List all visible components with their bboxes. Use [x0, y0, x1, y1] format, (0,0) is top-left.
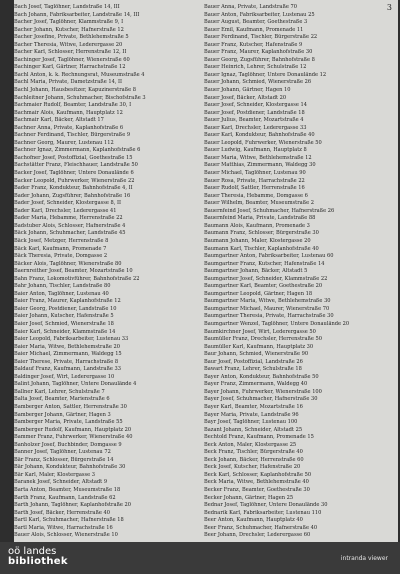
- directory-entry: Bamberger Johann, Gärtner, Hagen 3: [14, 411, 111, 418]
- directory-entry: Bachner Ferdinand, Tischler, Bürgerstraße 9: [14, 132, 131, 139]
- directory-entry: Bauer Maria, Witwe, Bethlehemstraße 12: [204, 154, 312, 161]
- directory-entry: Bacher Josefine, Private, Bethlehemstraße 5: [14, 34, 129, 41]
- directory-entry: Bauer Theresia, Hebamme, Domgasse 6: [204, 192, 308, 199]
- directory-entry: Bär Johann, Kondukteur, Bahnhofstraße 30: [14, 464, 126, 471]
- directory-entry: Bauer Rudolf, Sattler, Herrenstraße 16: [204, 185, 305, 192]
- directory-entry: Bachner Ignaz, Zimmermann, Kaplanhofstraße 6: [14, 147, 141, 154]
- directory-entry: Bayer Johann, Fuhrwerker, Wienerstraße 100: [204, 388, 322, 395]
- directory-entry: Baumann Johann, Maler, Klostergasse 20: [204, 237, 311, 244]
- directory-entry: Bauer Alois, Schlosser, Wienerstraße 10: [14, 532, 118, 539]
- directory-entry: Bauer Julius, Beamter, Mozartstraße 4: [204, 117, 304, 124]
- directory-entry: Beer Franz, Schuhmacher, Hafnerstraße 40: [204, 524, 318, 531]
- directory-entry: Bamberger Maria, Private, Landstraße 55: [14, 419, 123, 426]
- directory-entry: Bauer Wilhelm, Beamter, Museumstraße 2: [204, 200, 314, 207]
- directory-entry: Bawart Franz, Lehrer, Schulstraße 18: [204, 366, 302, 373]
- left-column: [14, 4, 194, 540]
- directory-entry: Baldinger Josef, Wirt, Lederergasse 10: [14, 373, 115, 380]
- directory-entry: Bauer Leopold, Fuhrwerker, Wienerstraße 50: [204, 139, 322, 146]
- directory-entry: Barth Franz, Kaufmann, Landstraße 62: [14, 494, 116, 501]
- directory-entry: Bednarik Karl, Fabriksarbeiter, Lustenau 110: [204, 509, 322, 516]
- directory-entry: Barth Josef, Bäcker, Herrenstraße 40: [14, 509, 110, 516]
- directory-entry: Baier Leopold, Fabriksarbeiter, Lustenau 33: [14, 336, 129, 343]
- directory-entry: Baumgartner Theresia, Private, Harrachstraße 30: [204, 313, 334, 320]
- directory-entry: Bauer Johann, Schmied, Wienerstraße 26: [204, 79, 312, 86]
- directory-entry: Bayer Karl, Beamter, Mozartstraße 16: [204, 403, 303, 410]
- directory-entry: Baier Franz, Maurer, Kaplanhofstraße 12: [14, 298, 121, 305]
- directory-entry: Bauer Georg, Zugsführer, Bahnhofstraße 8: [204, 56, 315, 63]
- directory-entry: Bartl Maria, Witwe, Harrachstraße 16: [14, 524, 113, 531]
- viewer-footer: [0, 542, 400, 574]
- directory-entry: Bacher Josef, Taglöhner, Klammstraße 9, I: [14, 19, 124, 26]
- directory-entry: Bär Karl, Maler, Klostergasse 3: [14, 471, 95, 478]
- directory-entry: Bauer Josef, Schneider, Klostergasse 14: [204, 102, 307, 109]
- directory-entry: Baumgartner Maria, Witwe, Bethlehemstraße 30: [204, 298, 331, 305]
- directory-entry: Bauer Franz, Maurer, Kaplanhofstraße 30: [204, 49, 313, 56]
- directory-entry: Bauernfeind Josef, Schuhmacher, Hafnerstraße 26: [204, 207, 335, 214]
- directory-entry: Baier Johann, Kutscher, Hafenstraße 5: [14, 313, 114, 320]
- directory-entry: Bauer Franz, Kutscher, Hafenstraße 9: [204, 41, 303, 48]
- directory-entry: Bachmair Karl, Bäcker, Altstadt 17: [14, 117, 104, 124]
- directory-entry: Beck Johann, Bäcker, Herrenstraße 60: [204, 456, 304, 463]
- directory-entry: Bartl Karl, Schuhmacher, Hafnerstraße 18: [14, 517, 124, 524]
- directory-entry: Beer Johann, Drechsler, Lederergasse 60: [204, 532, 311, 539]
- directory-entry: Bauer Josef, Bäcker, Altstadt 20: [204, 94, 287, 101]
- directory-entry: Bachleitner Johann, Schuhmacher, Bischofstraße 3: [14, 94, 146, 101]
- directory-entry: Baumgartner Anton, Fabriksarbeiter, Lustenau 60: [204, 253, 334, 260]
- directory-entry: Bäck Karl, Kaufmann, Promenade 7: [14, 245, 107, 252]
- directory-entry: Bachl Anton, k. k. Rechnungsrat, Museumstraße 4: [14, 71, 145, 78]
- directory-entry: Baumgartner Wenzel, Taglöhner, Untere Donaulände 20: [204, 320, 350, 327]
- directory-entry: Bazant Johann, Schneider, Altstadt 25: [204, 426, 303, 433]
- directory-entry: Bär Franz, Schlosser, Bürgerstraße 14: [14, 456, 114, 463]
- directory-entry: Bäck Josef, Metzger, Herrenstraße 8: [14, 237, 109, 244]
- directory-entry: Beer Anton, Kaufmann, Hauptplatz 40: [204, 517, 303, 524]
- directory-entry: Bauer Heinrich, Lehrer, Schulstraße 12: [204, 64, 307, 71]
- directory-entry: Badstuber Alois, Schlosser, Hafnerstraße 4: [14, 222, 126, 229]
- directory-entry: Baumann Franz, Schlosser, Bürgerstraße 30: [204, 230, 319, 237]
- directory-entry: Bachmaier Rudolf, Beamter, Landstraße 30, I: [14, 102, 132, 109]
- directory-entry: Bach Josef, Taglöhner, Landstraße 14, III: [14, 4, 120, 10]
- directory-entry: Bachl Johann, Hausbesitzer, Kapuzinerstraße 8: [14, 87, 136, 94]
- directory-entry: Bader Franz, Kondukteur, Bahnhofstraße 4, II: [14, 185, 133, 192]
- directory-entry: Bechtold Franz, Kaufmann, Promenade 15: [204, 434, 314, 441]
- directory-entry: Bachl Maria, Private, Dametzstraße 14, II: [14, 79, 123, 86]
- directory-entry: Bauer Rosa, Private, Harrachstraße 22: [204, 177, 305, 184]
- directory-entry: Bäcker Alois, Taglöhner, Wienerstraße 80: [14, 260, 122, 267]
- directory-entry: Baranek Josef, Schneider, Altstadt 9: [14, 479, 108, 486]
- directory-entry: Balta Josef, Beamter, Marienstraße 6: [14, 396, 110, 403]
- directory-entry: Bahn Franz, Lokomotivführer, Bahnhofstraße 22: [14, 275, 140, 282]
- directory-entry: Bayr Josef, Taglöhner, Lustenau 100: [204, 419, 298, 426]
- directory-entry: Baumgartner Karl, Beamter, Goethestraße 20: [204, 283, 323, 290]
- directory-entry: Bauer Emil, Kaufmann, Promenade 11: [204, 26, 304, 33]
- directory-entry: Bauer Josef, Postdiener, Landstraße 18: [204, 109, 305, 116]
- directory-entry: Bachner Georg, Maurer, Lustenau 112: [14, 139, 114, 146]
- directory-entry: Bauer Ferdinand, Tischler, Bürgerstraße 22: [204, 34, 318, 41]
- viewer-label: intranda viewer: [340, 555, 388, 562]
- directory-entry: Baumüller Franz, Drechsler, Herrenstraße 50: [204, 336, 323, 343]
- directory-entry: Bachner Anna, Private, Kaplanhofstraße 6: [14, 124, 124, 131]
- directory-entry: Becker Johann, Gärtner, Hagen 25: [204, 494, 294, 501]
- directory-entry: Bamberger Rudolf, Kaufmann, Hauptplatz 20: [14, 426, 132, 433]
- right-column: [204, 4, 384, 540]
- directory-entry: Baumgartner Michael, Maurer, Wienerstraße 70: [204, 305, 330, 312]
- directory-entry: Baur Josef, Postoffizial, Landstraße 26: [204, 358, 303, 365]
- directory-entry: Baier Georg, Postdiener, Landstraße 10: [14, 305, 117, 312]
- directory-entry: Bamberger Anton, Sattler, Herrenstraße 30: [14, 403, 127, 410]
- directory-entry: Baumgartner Johann, Bäcker, Altstadt 5: [204, 268, 308, 275]
- directory-entry: Bader Maria, Hebamme, Herrenstraße 22: [14, 215, 123, 222]
- directory-entry: Baier Karl, Schneider, Klammstraße 14: [14, 328, 116, 335]
- directory-entry: Bäck Johann, Schuhmacher, Landstraße 45: [14, 230, 126, 237]
- directory-entry: Bachmair Alois, Kaufmann, Hauptplatz 12: [14, 109, 123, 116]
- directory-entry: Bauer Anna, Private, Landstraße 70: [204, 4, 297, 10]
- directory-entry: Bammer Franz, Fuhrwerker, Wienerstraße 40: [14, 434, 133, 441]
- directory-entry: Bayer Anton, Kondukteur, Bahnhofstraße 50: [204, 373, 319, 380]
- directory-entry: Baier Therese, Private, Harrachstraße 8: [14, 358, 119, 365]
- directory-entry: Bachinger Josef, Taglöhner, Wienerstraße 60: [14, 56, 130, 63]
- directory-entry: Baernreither Josef, Beamter, Mozartstraße 10: [14, 268, 133, 275]
- directory-entry: Bauer Ludwig, Kaufmann, Hauptplatz 8: [204, 147, 307, 154]
- directory-entry: Baur Johann, Schmied, Wienerstraße 90: [204, 351, 309, 358]
- directory-entry: Baier Josef, Schmied, Wienerstraße 18: [14, 320, 114, 327]
- directory-entry: Baumgartner Franz, Kutscher, Hafenstraße 14: [204, 260, 325, 267]
- directory-entry: Bauer Michael, Taglöhner, Lustenau 90: [204, 170, 306, 177]
- directory-entry: Baier Maria, Witwe, Bethlehemstraße 20: [14, 343, 121, 350]
- directory-entry: Backer Leopold, Fuhrwerker, Wienerstraße 22: [14, 177, 135, 184]
- directory-entry: Banholzer Josef, Buchbinder, Domgasse 9: [14, 441, 122, 448]
- directory-entry: Bayer Josef, Schuhmacher, Hafnerstraße 30: [204, 396, 318, 403]
- directory-entry: Bach Johann, Fabriksarbeiter, Landstraße 14, III: [14, 11, 140, 18]
- directory-entry: Baumann Karl, Tischler, Kaplanhofstraße 40: [204, 245, 319, 252]
- directory-entry: Baier Michael, Zimmermann, Waldegg 15: [14, 351, 122, 358]
- directory-entry: Bader Johann, Zugsführer, Bahnhofstraße 16: [14, 192, 131, 199]
- directory-entry: Bäck Theresia, Private, Domgasse 2: [14, 253, 108, 260]
- directory-entry: Bacher Karl, Schlosser, Herrenstraße 12, II: [14, 49, 127, 56]
- directory-entry: Baumkirchner Josef, Wirt, Lederergasse 50: [204, 328, 316, 335]
- document-page: [14, 0, 398, 542]
- directory-entry: Bauer August, Beamter, Goethestraße 3: [204, 19, 308, 26]
- directory-entry: Bauer Karl, Drechsler, Lederergasse 33: [204, 124, 307, 131]
- logo-line-2: bibliothek: [8, 556, 68, 567]
- directory-entry: Banner Josef, Taglöhner, Lustenau 72: [14, 449, 111, 456]
- directory-entry: Baumann Alois, Kaufmann, Promenade 3: [204, 222, 310, 229]
- directory-entry: Bachstätter Franz, Fleischhauer, Landstraße 50: [14, 162, 138, 169]
- library-logo[interactable]: [8, 547, 68, 567]
- directory-entry: Baumgartner Leopold, Gärtner, Hagen 18: [204, 290, 313, 297]
- directory-entry: Bacher Johann, Kutscher, Hafnerstraße 12: [14, 26, 124, 33]
- directory-entry: Beck Maria, Witwe, Bethlehemstraße 40: [204, 479, 309, 486]
- directory-entry: Baldauf Franz, Kaufmann, Landstraße 33: [14, 366, 121, 373]
- directory-entry: Bauernfeind Maria, Private, Landstraße 88: [204, 215, 316, 222]
- directory-entry: Bauer Matthias, Zimmermann, Waldegg 30: [204, 162, 316, 169]
- logo-line-1: oö landes: [8, 546, 57, 557]
- directory-entry: Barth Johann, Taglöhner, Kaplanhofstraße 20: [14, 502, 132, 509]
- directory-entry: Barta Anton, Beamter, Museumstraße 18: [14, 487, 121, 493]
- directory-entry: Bauer Johann, Gärtner, Hagen 10: [204, 87, 291, 94]
- directory-entry: Backer Josef, Taglöhner, Untere Donaulände 6: [14, 170, 134, 177]
- directory-entry: Baier Anton, Taglöhner, Lustenau 40: [14, 290, 109, 297]
- directory-entry: Bader Josef, Schneider, Klostergasse 8, II: [14, 200, 121, 207]
- directory-entry: Bauer Ignaz, Taglöhner, Untere Donaulände 12: [204, 71, 327, 78]
- directory-entry: Bauer Karl, Kondukteur, Bahnhofstraße 40: [204, 132, 315, 139]
- directory-entry: Bahr Johann, Tischler, Landstraße 80: [14, 283, 111, 290]
- directory-entry: Bacher Theresia, Witwe, Lederergasse 20: [14, 41, 123, 48]
- directory-entry: Bader Karl, Drechsler, Lederergasse 41: [14, 207, 117, 214]
- directory-entry: Balint Johann, Taglöhner, Untere Donaulände 4: [14, 381, 137, 388]
- directory-entry: Bednar Josef, Taglöhner, Untere Donaulände 30: [204, 502, 328, 509]
- directory-entry: Beck Karl, Schlosser, Kaplanhofstraße 50: [204, 471, 312, 478]
- directory-entry: Ballner Karl, Lehrer, Schulstraße 7: [14, 388, 105, 395]
- directory-entry: Bayer Franz, Zimmermann, Waldegg 40: [204, 381, 308, 388]
- directory-entry: Baumüller Karl, Kaufmann, Hauptplatz 30: [204, 343, 314, 350]
- directory-entry: Bachinger Karl, Gärtner, Harrachstraße 12: [14, 64, 126, 71]
- directory-entry: Bauer Anton, Fabriksarbeiter, Lustenau 25: [204, 11, 315, 18]
- directory-entry: Beck Franz, Tischler, Bürgerstraße 40: [204, 449, 303, 456]
- directory-entry: Becker Franz, Beamter, Goethestraße 30: [204, 487, 310, 493]
- directory-entry: Baumgartner Josef, Schneider, Klammstraße 22: [204, 275, 328, 282]
- page-number: 3: [386, 3, 392, 12]
- directory-entry: Beck Josef, Kutscher, Hafenstraße 20: [204, 464, 301, 471]
- directory-entry: Bachofner Josef, Postoffizial, Goethestraße 15: [14, 154, 133, 161]
- directory-entry: Beck Anton, Maler, Klostergasse 25: [204, 441, 297, 448]
- directory-entry: Bayer Maria, Private, Landstraße 96: [204, 411, 299, 418]
